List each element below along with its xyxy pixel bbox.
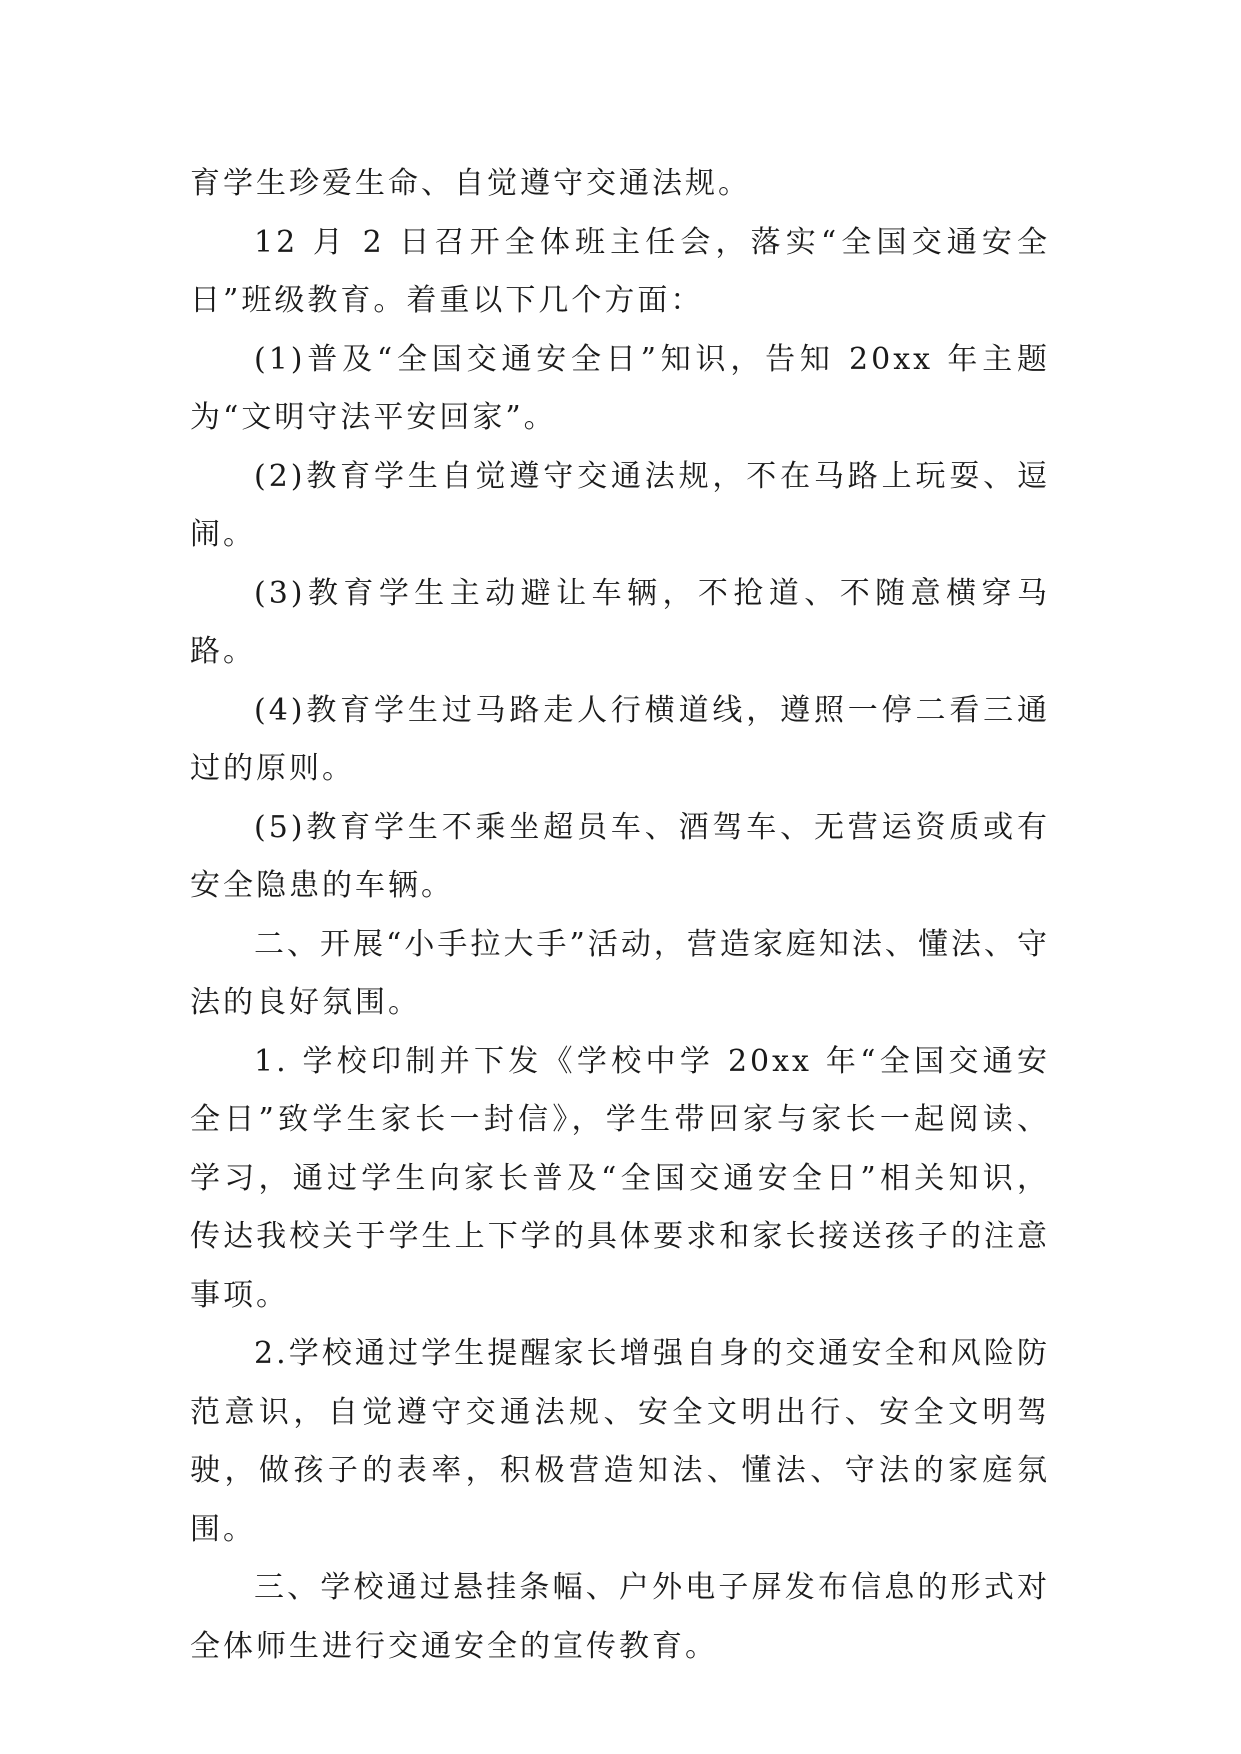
paragraph-5: (3)教育学生主动避让车辆，不抢道、不随意横穿马路。 [190,575,1050,669]
paragraph-2: 12 月 2 日召开全体班主任会，落实“全国交通安全日”班级教育。着重以下几个方面： [190,224,1050,318]
paragraph-7: (5)教育学生不乘坐超员车、酒驾车、无营运资质或有安全隐患的车辆。 [190,809,1050,903]
paragraph-6: (4)教育学生过马路走人行横道线，遵照一停二看三通过的原则。 [190,692,1050,786]
paragraph-3: (1)普及“全国交通安全日”知识，告知 20xx 年主题为“文明守法平安回家”。 [190,341,1050,435]
paragraph-9: 1. 学校印制并下发《学校中学 20xx 年“全国交通安全日”致学生家长一封信》，学生带回家与家长一起阅读、学习，通过学生向家长普及“全国交通安全日”相关知识，传达我校关于学生上下学的具体要求和家长接送孩子的注意事项。 [190,1043,1050,1313]
paragraph-11: 三、学校通过悬挂条幅、户外电子屏发布信息的形式对全体师生进行交通安全的宣传教育。 [190,1570,1050,1664]
paragraph-4: (2)教育学生自觉遵守交通法规，不在马路上玩耍、逗闹。 [190,458,1050,552]
paragraph-10: 2.学校通过学生提醒家长增强自身的交通安全和风险防范意识，自觉遵守交通法规、安全文明出行、安全文明驾驶，做孩子的表率，积极营造知法、懂法、守法的家庭氛围。 [190,1336,1050,1547]
paragraph-1: 育学生珍爱生命、自觉遵守交通法规。 [190,166,751,201]
paragraph-8: 二、开展“小手拉大手”活动，营造家庭知法、懂法、守法的良好氛围。 [190,926,1050,1020]
document-body [190,155,1050,1676]
